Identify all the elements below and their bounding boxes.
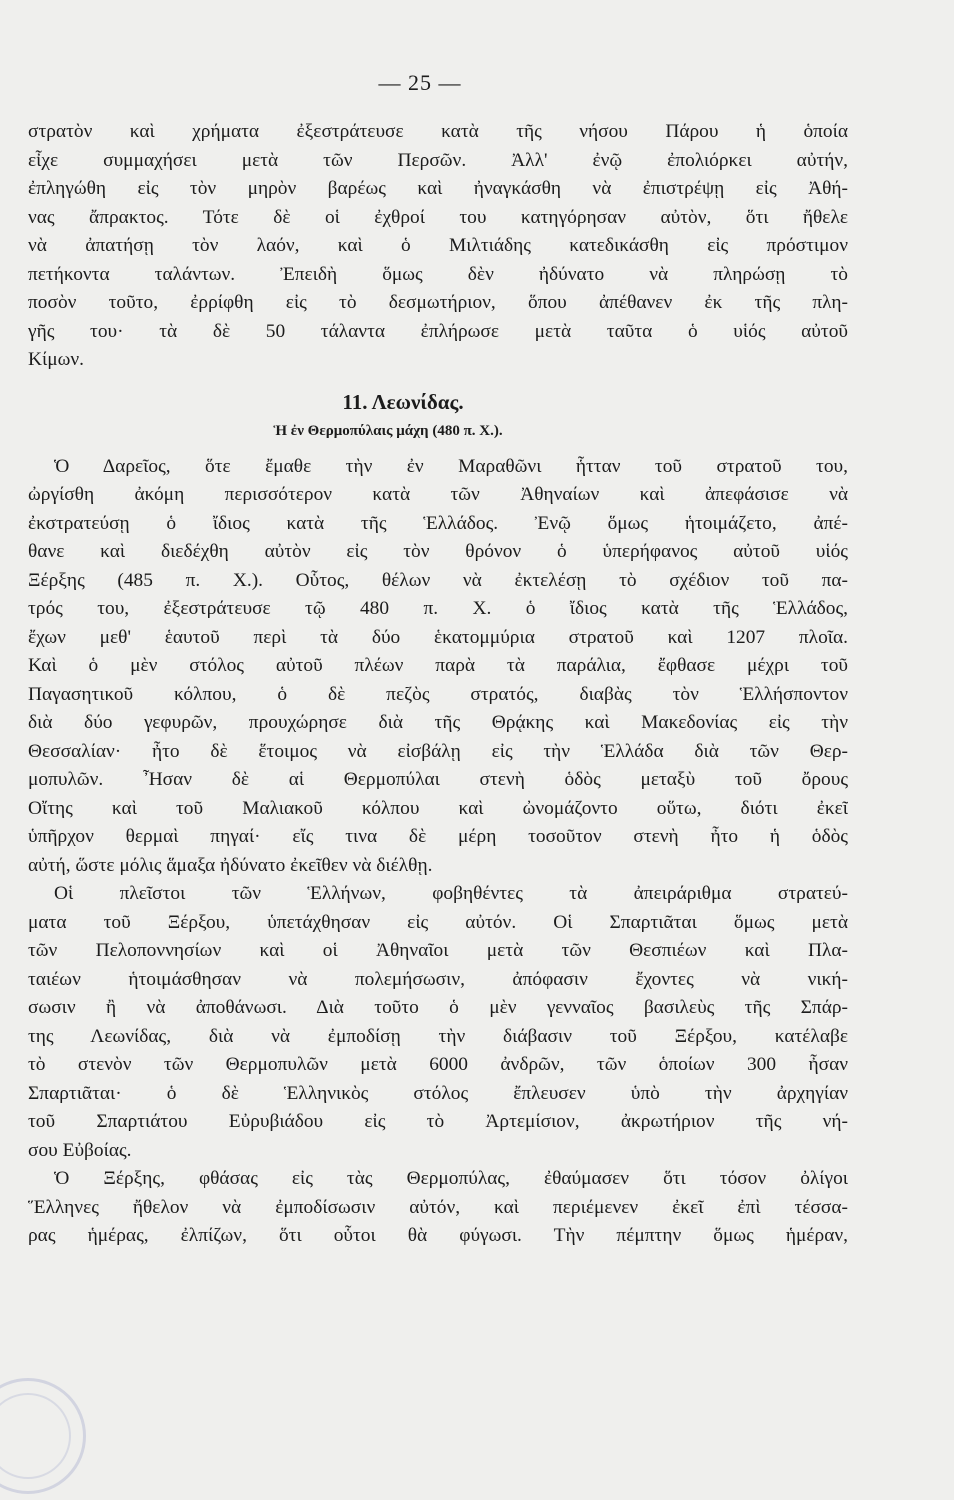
text-line: τρός του, ἐξεστράτευσε τῷ 480 π. Χ. ὁ ἴδιος κατὰ τῆς Ἑλλάδος, — [28, 598, 848, 619]
text-line: Οἱ πλεῖστοι τῶν Ἑλλήνων, φοβηθέντες τὰ ἀπειράριθμα στρατεύ- — [54, 883, 848, 904]
text-line: Παγασητικοῦ κόλπου, ὁ δὲ πεζὸς στρατός, διαβὰς τὸν Ἑλλήσποντον — [28, 683, 848, 705]
text-line: στρατὸν καὶ χρήματα ἐξεστράτευσε κατὰ τῆς νήσου Πάρου ἡ ὁποία — [28, 121, 848, 142]
text-line: Θεσσαλίαν· ἦτο δὲ ἕτοιμος νὰ εἰσβάλῃ εἰς τὴν Ἑλλάδα διὰ τῶν Θερ- — [28, 740, 848, 762]
text-line: σου Εὐβοίας. — [28, 1139, 132, 1161]
section-heading: 11. Λεωνίδας. — [342, 389, 464, 414]
text-line: νας ἄπρακτος. Τότε δὲ οἱ ἐχθροί του κατηγόρησαν αὐτὸν, ὅτι ἤθελε — [28, 206, 848, 228]
page-number: — 25 — — [378, 70, 462, 95]
text-line: τῶν Πελοποννησίων καὶ οἱ Ἀθηναῖοι μετὰ τῶν Θεσπιέων καὶ Πλα- — [28, 940, 848, 961]
library-stamp-ring — [0, 1393, 71, 1479]
text-line: ἐκστρατεύσῃ ὁ ἴδιος κατὰ τῆς Ἑλλάδος. Ἐνῷ ὅμως ἡτοιμάζετο, ἀπέ- — [28, 512, 848, 534]
text-line: θανε καὶ διεδέχθη αὐτὸν εἰς τὸν θρόνον ὁ ὑπερήφανος αὐτοῦ υἱός — [28, 541, 848, 562]
text-line: ὠργίσθη ἀκόμη περισσότερον κατὰ τῶν Ἀθηναίων καὶ ἀπεφάσισε νὰ — [28, 484, 848, 505]
text-line: Ὁ Ξέρξης, φθάσας εἰς τὰς Θερμοπύλας, ἐθαύμασεν ὅτι τόσον ὀλίγοι — [54, 1168, 848, 1189]
paragraph-1 — [28, 118, 848, 375]
text-line: Ὁ Δαρεῖος, ὅτε ἔμαθε τὴν ἐν Μαραθῶνι ἧτταν τοῦ στρατοῦ του, — [54, 455, 848, 477]
text-line: αὐτή, ὥστε μόλις ἅμαξα ἠδύνατο ἐκεῖθεν νὰ διέλθῃ. — [28, 854, 433, 876]
text-line: της Λεωνίδας, διὰ νὰ ἐμποδίσῃ τὴν διάβασιν τοῦ Ξέρξου, κατέλαβε — [28, 1025, 848, 1047]
paragraph-4 — [28, 1165, 848, 1251]
text-line: μοπυλῶν. Ἦσαν δὲ αἱ Θερμοπύλαι στενὴ ὁδὸς μεταξὺ τοῦ ὄρους — [28, 769, 848, 790]
text-line: νὰ ἀπατήσῃ τὸν λαόν, καὶ ὁ Μιλτιάδης κατεδικάσθη εἰς πρόστιμον — [28, 235, 848, 256]
text-line: γῆς του· τὰ δὲ 50 τάλαντα ἐπλήρωσε μετὰ ταῦτα ὁ υἱός αὐτοῦ — [28, 320, 848, 342]
text-line: τοῦ Σπαρτιάτου Εὐρυβιάδου εἰς τὸ Ἀρτεμίσιον, ἀκρωτήριον τῆς νή- — [28, 1111, 848, 1132]
text-line: ματα τοῦ Ξέρξου, ὑπετάχθησαν εἰς αὐτόν. Οἱ Σπαρτιᾶται ὅμως μετὰ — [28, 911, 848, 933]
text-line: Σπαρτιᾶται· ὁ δὲ Ἑλληνικὸς στόλος ἔπλευσεν ὑπὸ τὴν ἀρχηγίαν — [28, 1082, 848, 1104]
section-subheading: Ἡ ἐν Θερμοπύλαις μάχη (480 π. Χ.). — [273, 422, 503, 439]
text-line: ποσὸν τοῦτο, ἐρρίφθη εἰς τὸ δεσμωτήριον, ὅπου ἀπέθανεν ἐκ τῆς πλη- — [28, 292, 848, 313]
text-line: ὑπῆρχον θερμαὶ πηγαί· εἴς τινα δὲ μέρη τοσοῦτον στενὴ ἦτο ἡ ὁδὸς — [28, 826, 848, 847]
text-line: ἔχων μεθ' ἑαυτοῦ περὶ τὰ δύο ἑκατομμύρια στρατοῦ καὶ 1207 πλοῖα. — [28, 626, 848, 648]
text-line: διὰ δύο γεφυρῶν, προυχώρησε διὰ τῆς Θρᾴκης καὶ Μακεδονίας εἰς τὴν — [28, 712, 848, 733]
text-line: ρας ἡμέρας, ἐλπίζων, ὅτι οὗτοι θὰ φύγωσι. Τὴν πέμπτην ὅμως ἡμέραν, — [28, 1225, 848, 1246]
text-line: πετήκοντα ταλάντων. Ἐπειδὴ ὅμως δὲν ἠδύνατο νὰ πληρώσῃ τὸ — [28, 263, 848, 285]
library-stamp — [0, 1378, 86, 1494]
paragraph-3 — [28, 880, 848, 1165]
text-line: Οἴτης καὶ τοῦ Μαλιακοῦ κόλπου καὶ ὠνομάζοντο οὕτω, διότι ἐκεῖ — [28, 797, 848, 819]
body-text — [28, 118, 848, 1251]
paragraph-2 — [28, 453, 848, 881]
text-line: εἶχε συμμαχήσει μετὰ τῶν Περσῶν. Ἀλλ' ἐνῷ ἐπολιόρκει αὐτήν, — [28, 149, 848, 171]
text-line: Ξέρξης (485 π. Χ.). Οὗτος, θέλων νὰ ἐκτελέσῃ τὸ σχέδιον τοῦ πα- — [28, 569, 848, 591]
text-line: τὸ στενὸν τῶν Θερμοπυλῶν μετὰ 6000 ἀνδρῶν, τῶν ὁποίων 300 ἦσαν — [28, 1054, 848, 1075]
text-line: Καὶ ὁ μὲν στόλος αὐτοῦ πλέων παρὰ τὰ παράλια, ἔφθασε μέχρι τοῦ — [28, 655, 848, 676]
text-line: ταιέων ἡτοιμάσθησαν νὰ πολεμήσωσιν, ἀπόφασιν ἔχοντες νὰ νική- — [28, 968, 848, 990]
text-line: Κίμων. — [28, 349, 84, 370]
text-line: σωσιν ἢ νὰ ἀποθάνωσι. Διὰ τοῦτο ὁ μὲν γενναῖος βασιλεὺς τῆς Σπάρ- — [28, 997, 848, 1018]
text-line: Ἕλληνες ἤθελον νὰ ἐμποδίσωσιν αὐτόν, καὶ περιέμενεν ἐκεῖ ἐπὶ τέσσα- — [28, 1196, 848, 1218]
text-line: ἐπληγώθη εἰς τὸν μηρὸν βαρέως καὶ ἠναγκάσθη νὰ ἐπιστρέψῃ εἰς Ἀθή- — [28, 178, 848, 199]
